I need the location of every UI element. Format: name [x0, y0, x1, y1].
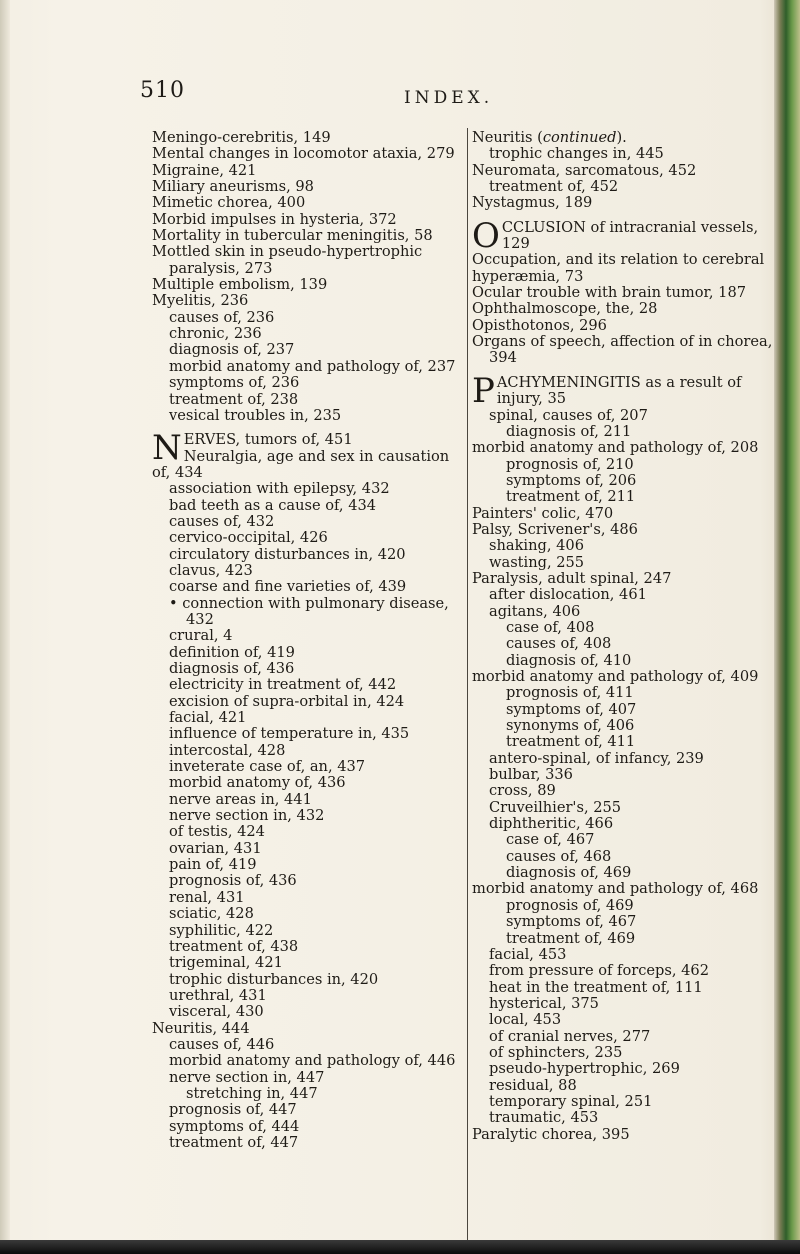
index-entry: Neuralgia, age and sex in causation of, 434	[152, 447, 450, 481]
index-subentry: visceral, 430	[169, 1003, 264, 1021]
entries-o	[472, 285, 784, 367]
index-subentry: traumatic, 453	[489, 1109, 599, 1127]
index-entry: Occupation, and its relation to cerebral hyperæmia, 73	[472, 251, 765, 285]
index-heading: Nystagmus, 189	[472, 194, 593, 212]
index-heading: Miliary aneurisms, 98	[152, 178, 314, 196]
drop-cap-n: N	[152, 432, 182, 469]
entries-m	[152, 130, 466, 424]
index-heading: Mottled skin in pseudo-hypertrophic paralysis, 273	[152, 243, 423, 277]
section-o	[472, 220, 784, 285]
index-subentry: residual, 88	[489, 1076, 577, 1094]
index-subentry: nerve section in, 447	[169, 1068, 325, 1086]
index-heading: Mortality in tubercular meningitis, 58	[152, 227, 433, 245]
index-subentry: case of, 467	[506, 831, 595, 849]
index-subentry: facial, 421	[169, 709, 247, 727]
index-subentry: shaking, 406	[489, 537, 584, 555]
index-subentry: pseudo-hypertrophic, 269	[489, 1060, 680, 1078]
index-subentry: treatment of, 469	[506, 929, 636, 947]
index-subentry: symptoms of, 444	[169, 1117, 300, 1135]
index-subentry: symptoms of, 467	[506, 913, 637, 931]
index-subentry: circulatory disturbances in, 420	[169, 545, 406, 563]
index-subentry: causes of, 446	[169, 1035, 275, 1053]
index-subentry: causes of, 236	[169, 308, 275, 326]
index-subentry: syphilitic, 422	[169, 921, 274, 939]
index-subentry: of cranial nerves, 277	[489, 1027, 651, 1045]
index-subentry: diagnosis of, 436	[169, 660, 295, 677]
index-subentry: cross, 89	[489, 782, 556, 800]
index-subentry: case of, 408	[506, 618, 595, 636]
index-heading: Neuromata, sarcomatous, 452	[472, 161, 697, 179]
index-heading: Mimetic chorea, 400	[152, 194, 306, 212]
entries-p	[472, 408, 784, 1143]
index-subentry: crural, 4	[169, 627, 233, 645]
index-subentry: of testis, 424	[169, 823, 265, 841]
drop-cap-o: O	[472, 219, 500, 256]
index-subentry: symptoms of, 407	[506, 700, 637, 718]
index-subentry: sciatic, 428	[169, 905, 254, 923]
section-p	[472, 375, 784, 408]
index-heading: Neuritis (continued).	[472, 129, 627, 146]
index-heading: Morbid impulses in hysteria, 372	[152, 210, 397, 228]
index-subentry: agitans, 406	[489, 602, 581, 620]
index-heading: Myelitis, 236	[152, 292, 249, 310]
index-subentry: facial, 453	[489, 945, 567, 963]
index-subentry: prognosis of, 436	[169, 872, 297, 890]
index-subentry: nerve areas in, 441	[169, 790, 312, 808]
index-subentry: bulbar, 336	[489, 766, 573, 784]
index-subentry: renal, 431	[169, 888, 245, 906]
index-subentry: prognosis of, 469	[506, 896, 634, 914]
index-subentry: temporary spinal, 251	[489, 1092, 653, 1110]
drop-cap-p: P	[472, 374, 495, 408]
entries-n-continued	[472, 130, 784, 212]
index-subentry: symptoms of, 236	[169, 374, 300, 392]
index-subentry: influence of temperature in, 435	[169, 725, 410, 743]
index-subentry: nerve section in, 432	[169, 807, 325, 825]
page-number: 510	[140, 78, 185, 103]
index-subentry: trigeminal, 421	[169, 954, 283, 972]
index-subentry: urethral, 431	[169, 986, 267, 1004]
index-subentry: clavus, 423	[169, 561, 253, 579]
index-subentry: morbid anatomy and pathology of, 446	[169, 1052, 456, 1070]
index-heading: Neuritis, 444	[152, 1019, 250, 1037]
index-subentry: treatment of, 452	[489, 178, 619, 196]
index-subentry: stretching in, 447	[186, 1084, 318, 1102]
index-subentry: from pressure of forceps, 462	[489, 962, 709, 980]
index-subentry: bad teeth as a cause of, 434	[169, 496, 377, 514]
index-subentry: treatment of, 411	[506, 733, 636, 751]
index-subentry: inveterate case of, an, 437	[169, 758, 366, 776]
index-subentry: chronic, 236	[169, 325, 262, 343]
index-subentry: trophic disturbances in, 420	[169, 970, 379, 988]
index-subentry: diagnosis of, 211	[506, 422, 632, 440]
index-subentry: prognosis of, 447	[169, 1101, 297, 1119]
index-subentry: morbid anatomy and pathology of, 208	[472, 439, 759, 457]
index-heading: Opisthotonos, 296	[472, 316, 607, 334]
index-subentry: • connection with pulmonary disease, 432	[169, 594, 449, 628]
index-subentry: coarse and fine varieties of, 439	[169, 578, 407, 596]
index-entry: CCLUSION of intracranial vessels, 129	[501, 219, 759, 253]
index-heading: Palsy, Scrivener's, 486	[472, 520, 638, 538]
index-subentry: treatment of, 447	[169, 1133, 299, 1151]
index-subentry: morbid anatomy and pathology of, 409	[472, 668, 759, 685]
index-subentry: treatment of, 438	[169, 937, 299, 955]
entries-n	[152, 481, 466, 1151]
index-subentry: causes of, 408	[506, 635, 612, 653]
index-subentry: association with epilepsy, 432	[169, 480, 390, 498]
index-entry: ERVES, tumors of, 451	[183, 432, 353, 449]
index-subentry: definition of, 419	[169, 643, 295, 661]
index-subentry: prognosis of, 411	[506, 684, 634, 702]
index-subentry: prognosis of, 210	[506, 455, 634, 473]
index-heading: Organs of speech, affection of in chorea, 394	[472, 333, 773, 367]
index-subentry: wasting, 255	[489, 553, 585, 571]
index-subentry: causes of, 432	[169, 512, 275, 530]
index-subentry: pain of, 419	[169, 856, 257, 874]
running-head: INDEX.	[404, 88, 494, 108]
index-heading: Ophthalmoscope, the, 28	[472, 300, 658, 318]
index-subentry: ovarian, 431	[169, 839, 262, 857]
index-subentry: diagnosis of, 410	[506, 651, 632, 669]
index-entry: ACHYMENINGITIS as a result of injury, 35	[496, 374, 742, 408]
index-subentry: intercostal, 428	[169, 741, 286, 759]
index-heading: Painters' colic, 470	[472, 504, 614, 522]
index-heading: Paralysis, adult spinal, 247	[472, 569, 672, 587]
index-heading: Ocular trouble with brain tumor, 187	[472, 284, 747, 302]
index-subentry: of sphincters, 235	[489, 1043, 623, 1061]
index-subentry: Cruveilhier's, 255	[489, 798, 622, 816]
index-subentry: spinal, causes of, 207	[489, 406, 648, 424]
index-column-right	[472, 130, 784, 1143]
index-subentry: electricity in treatment of, 442	[169, 676, 397, 694]
index-heading: Migraine, 421	[152, 161, 257, 179]
index-subentry: diagnosis of, 237	[169, 341, 295, 359]
index-subentry: hysterical, 375	[489, 994, 599, 1012]
page-gutter	[0, 0, 10, 1254]
index-subentry: morbid anatomy of, 436	[169, 774, 346, 792]
index-subentry: treatment of, 211	[506, 488, 636, 506]
index-column-left	[152, 130, 466, 1151]
column-divider	[467, 128, 468, 1240]
index-subentry: causes of, 468	[506, 847, 612, 865]
index-heading: Paralytic chorea, 395	[472, 1125, 630, 1143]
index-subentry: symptoms of, 206	[506, 471, 637, 489]
index-subentry: synonyms of, 406	[506, 717, 635, 735]
index-heading: Mental changes in locomotor ataxia, 279	[152, 145, 455, 163]
scan-bottom-edge	[0, 1240, 800, 1254]
index-subentry: diphtheritic, 466	[489, 815, 614, 833]
index-subentry: trophic changes in, 445	[489, 145, 664, 163]
index-heading: Meningo-cerebritis, 149	[152, 129, 331, 146]
index-subentry: after dislocation, 461	[489, 586, 647, 604]
index-subentry: treatment of, 238	[169, 390, 299, 408]
index-subentry: diagnosis of, 469	[506, 864, 632, 882]
index-subentry: vesical troubles in, 235	[169, 406, 342, 424]
index-subentry: heat in the treatment of, 111	[489, 978, 703, 996]
index-subentry: excision of supra-orbital in, 424	[169, 692, 405, 710]
index-heading: Multiple embolism, 139	[152, 276, 328, 294]
index-subentry: morbid anatomy and pathology of, 468	[472, 880, 759, 898]
index-subentry: morbid anatomy and pathology of, 237	[169, 357, 456, 375]
index-subentry: local, 453	[489, 1011, 562, 1029]
section-n	[152, 432, 466, 481]
index-subentry: cervico-occipital, 426	[169, 529, 328, 547]
index-subentry: antero-spinal, of infancy, 239	[489, 749, 704, 767]
